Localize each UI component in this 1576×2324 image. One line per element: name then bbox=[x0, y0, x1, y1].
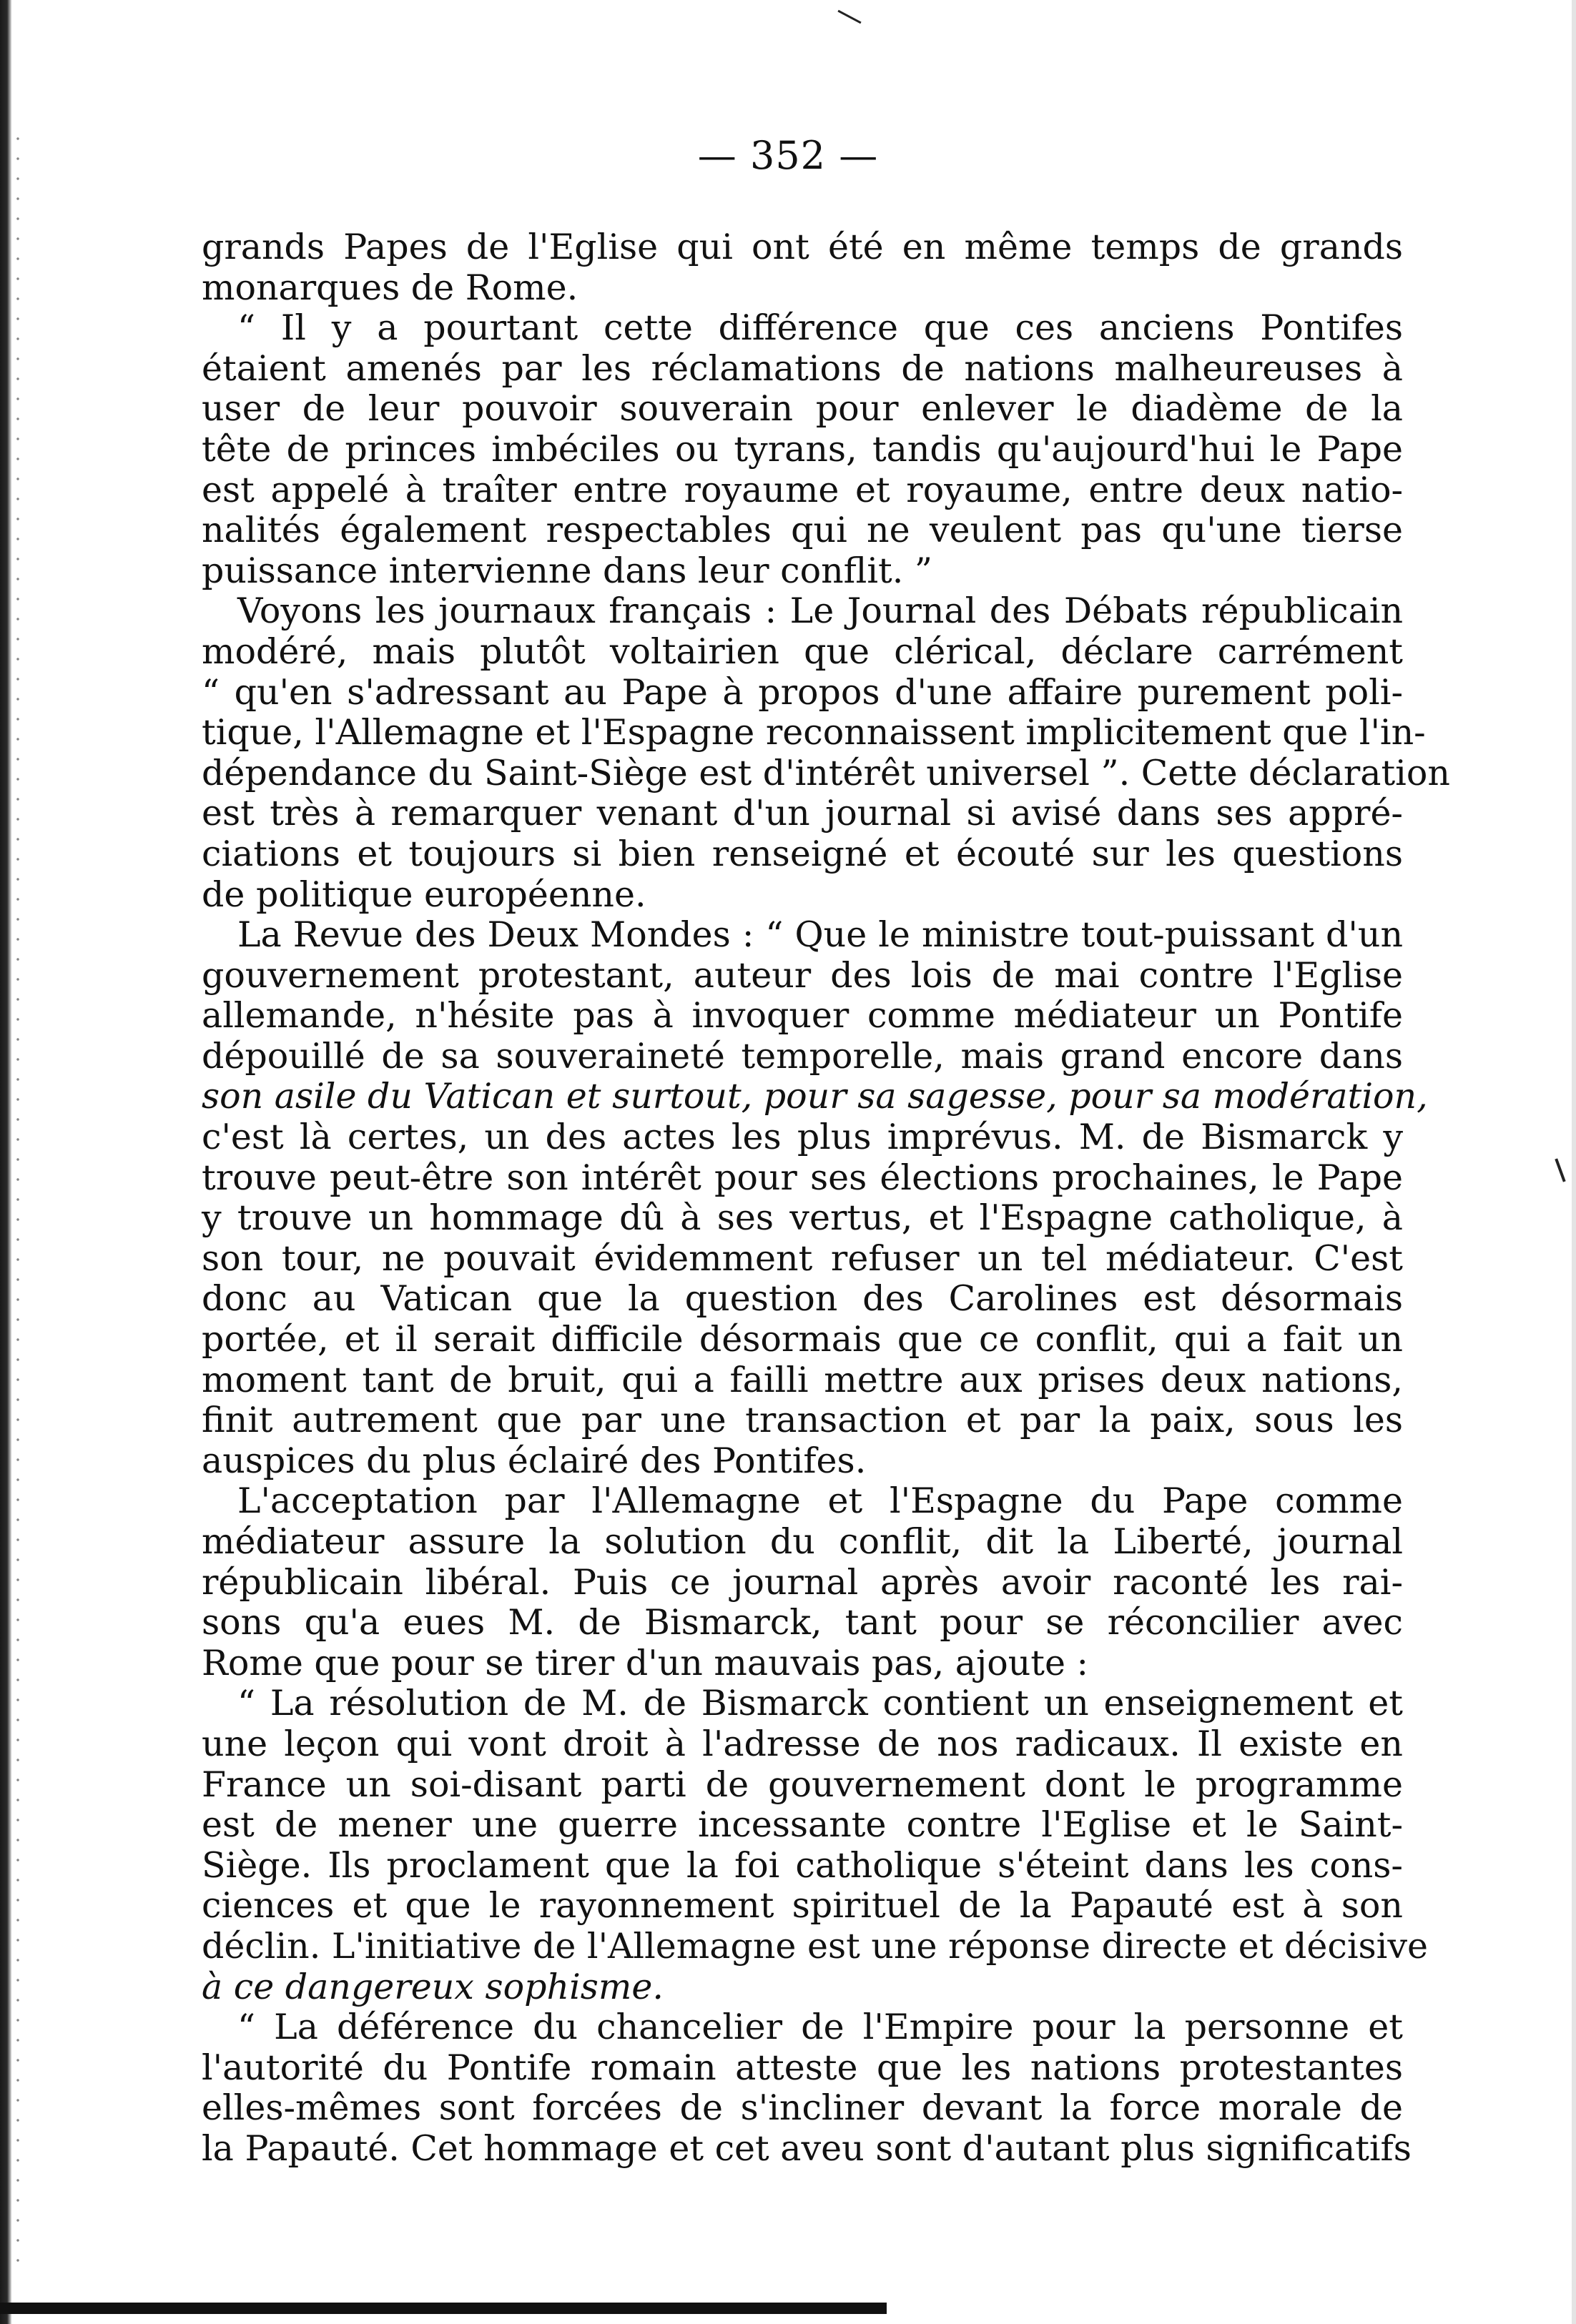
text-line: finit autrement que par une transaction et par la paix, sous les bbox=[202, 1400, 1403, 1441]
text-line: est appelé à traîter entre royaume et royaume, entre deux natio- bbox=[202, 469, 1403, 510]
scan-left-edge bbox=[0, 0, 11, 2324]
text-line: Siège. Ils proclament que la foi catholique s'éteint dans les cons- bbox=[202, 1844, 1403, 1886]
text-line: elles-mêmes sont forcées de s'incliner devant la force morale de bbox=[202, 2087, 1403, 2129]
text-line: sons qu'a eues M. de Bismarck, tant pour se réconcilier avec bbox=[202, 1602, 1403, 1643]
scan-mark bbox=[837, 10, 861, 24]
text-line: “ qu'en s'adressant au Pape à propos d'une affaire purement poli- bbox=[202, 671, 1403, 713]
text-line: tête de princes imbéciles ou tyrans, tandis qu'aujourd'hui le Pape bbox=[202, 428, 1403, 470]
text-line: “ La résolution de M. de Bismarck contient un enseignement et bbox=[237, 1683, 1403, 1724]
text-line: Rome que pour se tirer d'un mauvais pas, ajoute : bbox=[202, 1642, 1089, 1683]
text-line: dépendance du Saint-Siège est d'intérêt universel ”. Cette déclaration bbox=[202, 752, 1450, 793]
text-line: monarques de Rome. bbox=[202, 267, 578, 308]
text-line: nalités également respectables qui ne veulent pas qu'une tierse bbox=[202, 510, 1403, 551]
text-line: allemande, n'hésite pas à invoquer comme médiateur un Pontife bbox=[202, 995, 1403, 1037]
text-line: c'est là certes, un des actes les plus imprévus. M. de Bismarck y bbox=[202, 1117, 1403, 1158]
text-line: ciences et que le rayonnement spirituel de la Papauté est à son bbox=[202, 1885, 1403, 1927]
text-line: moment tant de bruit, qui a failli mettre aux prises deux nations, bbox=[202, 1359, 1403, 1400]
text-line: de politique européenne. bbox=[202, 874, 646, 915]
text-line: puissance intervienne dans leur conflit. ” bbox=[202, 550, 932, 591]
text-line: dépouillé de sa souveraineté temporelle, mais grand encore dans bbox=[202, 1035, 1403, 1077]
text-line: portée, et il serait difficile désormais que ce conflit, qui a fait un bbox=[202, 1319, 1403, 1360]
text-line: à ce dangereux sophisme. bbox=[202, 1966, 664, 2007]
scan-right-edge bbox=[1572, 0, 1576, 2324]
text-line: modéré, mais plutôt voltairien que clérical, déclare carrément bbox=[202, 631, 1403, 672]
text-line: l'autorité du Pontife romain atteste que les nations protestantes bbox=[202, 2047, 1403, 2088]
text-line: y trouve un hommage dû à ses vertus, et l'Espagne catholique, à bbox=[202, 1197, 1403, 1239]
text-line: déclin. L'initiative de l'Allemagne est une réponse directe et décisive bbox=[202, 1925, 1429, 1967]
text-line: étaient amenés par les réclamations de nations malheureuses à bbox=[202, 347, 1403, 389]
text-line: grands Papes de l'Eglise qui ont été en même temps de grands bbox=[202, 227, 1403, 267]
text-line: médiateur assure la solution du conflit, dit la Liberté, journal bbox=[202, 1521, 1403, 1562]
text-line: user de leur pouvoir souverain pour enlever le diadème de la bbox=[202, 388, 1403, 430]
text-line: la Papauté. Cet hommage et cet aveu sont d'autant plus significatifs bbox=[202, 2127, 1412, 2169]
text-line: trouve peut-être son intérêt pour ses élections prochaines, le Pape bbox=[202, 1157, 1403, 1198]
text-line: est de mener une guerre incessante contre l'Eglise et le Saint- bbox=[202, 1804, 1403, 1846]
scan-binding-dots bbox=[16, 129, 20, 2273]
text-line: son tour, ne pouvait évidemment refuser un tel médiateur. C'est bbox=[202, 1237, 1403, 1279]
text-line: est très à remarquer venant d'un journal si avisé dans ses appré- bbox=[202, 793, 1403, 834]
text-line: tique, l'Allemagne et l'Espagne reconnaissent implicitement que l'in- bbox=[202, 712, 1426, 753]
text-line: Voyons les journaux français : Le Journal des Débats républicain bbox=[237, 590, 1403, 632]
body-text bbox=[202, 227, 1450, 2170]
text-line: France un soi-disant parti de gouvernement dont le programme bbox=[202, 1764, 1403, 1805]
text-line: ciations et toujours si bien renseigné et écouté sur les questions bbox=[202, 833, 1403, 874]
text-line: républicain libéral. Puis ce journal après avoir raconté les rai- bbox=[202, 1561, 1403, 1603]
text-line: auspices du plus éclairé des Pontifes. bbox=[202, 1440, 867, 1481]
text-line: gouvernement protestant, auteur des lois de mai contre l'Eglise bbox=[202, 954, 1403, 996]
text-line: donc au Vatican que la question des Carolines est désormais bbox=[202, 1278, 1403, 1320]
text-line: “ Il y a pourtant cette différence que ces anciens Pontifes bbox=[237, 307, 1403, 349]
text-line: L'acceptation par l'Allemagne et l'Espagne du Pape comme bbox=[237, 1480, 1403, 1522]
scan-mark bbox=[1555, 1158, 1565, 1182]
text-line: La Revue des Deux Mondes : “ Que le ministre tout-puissant d'un bbox=[237, 914, 1403, 956]
page-number: — 352 — bbox=[697, 133, 879, 178]
text-line: “ La déférence du chancelier de l'Empire pour la personne et bbox=[237, 2007, 1403, 2048]
text-line: son asile du Vatican et surtout, pour sa sagesse, pour sa modération, bbox=[202, 1076, 1428, 1117]
text-line: une leçon qui vont droit à l'adresse de nos radicaux. Il existe en bbox=[202, 1723, 1403, 1764]
bottom-rule bbox=[0, 2303, 887, 2314]
